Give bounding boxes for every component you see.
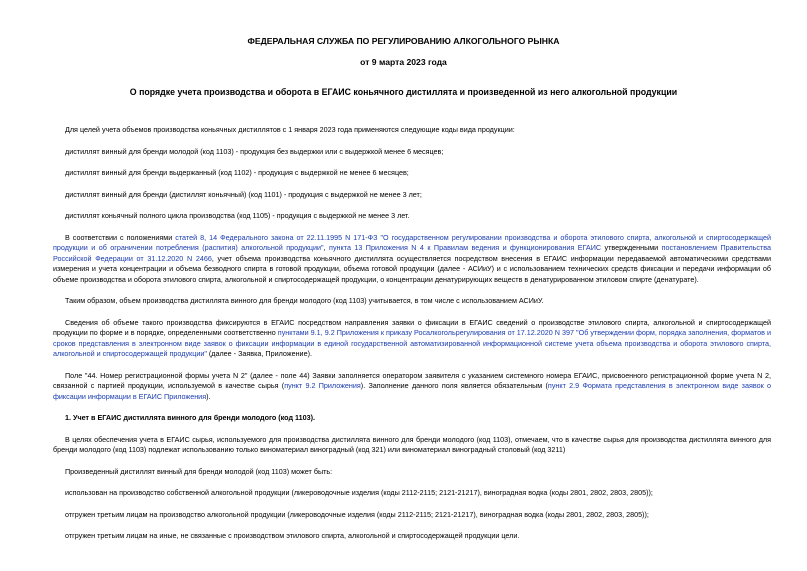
law-paragraph: В соответствии с положениями статей 8, 14 Федерального закона от 22.11.1995 N 171-ФЗ "О государственном регулировании производства и оборота этилового спирта, алкогольной и спиртосодержащей продукции и об ограничении потребления (распития) алкогольной продукции", пункта 13 Приложения N 4 к Правилам ведения и функционирования ЕГАИС утвержденными постановлением Правительства Российской Федерации от 31.12.2020 N 2466, учет объема производства коньячного дистиллята осуществляется посредством внесения в ЕГАИС информации передаваемой автоматическими средствами измерения и учета концентрации и объема безводного спирта в готовой продукции, объема готовой продукции (далее - АСИиУ) и с использованием технических средств фиксации и передачи информации об объеме производства и оборота этилового спирта, алкогольной и спиртосодержащей продукции, о концентрации денатурирующих веществ в денатурированном этиловом спирте (денатурате).: [53, 232, 772, 284]
intro-paragraph: Для целей учета объемов производства коньячных дистиллятов с 1 января 2023 года применяются следующие коды вида продукции:: [65, 125, 515, 134]
agency-name: ФЕДЕРАЛЬНАЯ СЛУЖБА ПО РЕГУЛИРОВАНИЮ АЛКОГОЛЬНОГО РЫНКА: [247, 36, 560, 46]
appendix-9-2-link[interactable]: пункт 9.2 Приложения: [284, 381, 361, 390]
order-397-link[interactable]: пунктами 9.1, 9.2 Приложения к приказу Росалкогольрегулирования от 17.12.2020 N 397 "Об утверждении форм, порядка заполнения, форматов и сроков представления в электронном виде заявок о фиксации информации в единой государственной автоматизированной информационной системе учета объема производства и оборота этилового спирта, алкогольной и спиртосодержащей продукции": [53, 328, 771, 358]
government-decree-link[interactable]: постановлением Правительства Российской Федерации от 31.12.2020 N 2466: [53, 243, 772, 263]
egais-rules-link[interactable]: пункта 13 Приложения N 4 к Правилам ведения и функционирования ЕГАИС: [329, 243, 602, 252]
application-paragraph: Сведения об объеме такого производства фиксируются в ЕГАИС посредством направления заявки о фиксации в ЕГАИС сведений о производстве этилового спирта, алкогольной и спиртосодержащей продукции по форме и в порядке, определенными соответственно пунктами 9.1, 9.2 Приложения к приказу Росалкогольрегулирования от 17.12.2020 N 397 "Об утверждении форм, порядка заполнения, форматов и сроков представления в электронном виде заявок о фиксации информации в единой государственной автоматизированной информационной системе учета объема производства и оборота этилового спирта, алкогольной и спиртосодержащей продукции" (далее - Заявка, Приложение).: [53, 317, 771, 358]
code-item: дистиллят коньячный полного цикла производства (код 1105) - продукция с выдержкой не менее 3 лет.: [65, 211, 410, 220]
document-date: от 9 марта 2023 года: [360, 57, 447, 67]
usage-intro: Произведенный дистиллят винный для бренди молодой (код 1103) может быть:: [65, 466, 333, 476]
document-body: [53, 125, 771, 542]
summary-paragraph: Таким образом, объем производства дистиллята винного для бренди молодого (код 1103) учитывается, в том числе с использованием АСИиУ.: [65, 296, 544, 305]
usage-item: использован на производство собственной алкогольной продукции (ликероводочные изделия (коды 2112-2115; 2121-21217), виноградная водка (коды 2801, 2802, 2803, 2805));: [65, 488, 653, 497]
raw-material-paragraph: В целях обеспечения учета в ЕГАИС сырья, используемого для производства дистиллята винного для бренди молодого (код 1103), отмечаем, что в качестве сырья для производства дистиллята винного для бренди молодого (код 1103) подлежат использованию только виноматериал виноградный (код 321) или виноматериал виноградный столовый (код 3211): [53, 434, 771, 454]
code-item: дистиллят винный для бренди выдержанный (код 1102) - продукция с выдержкой не менее 6 месяцев;: [65, 168, 409, 177]
section-heading: 1. Учет в ЕГАИС дистиллята винного для бренди молодого (код 1103).: [65, 413, 316, 422]
law-171fz-link[interactable]: статей 8, 14 Федерального закона от 22.11.1995 N 171-ФЗ "О государственном регулировании производства и оборота этилового спирта, алкогольной и спиртосодержащей продукции и об ограничении потребления (распития) алкогольной продукции": [53, 232, 771, 252]
document-title: О порядке учета производства и оборота в ЕГАИС коньячного дистиллята и произведенной из него алкогольной продукции: [129, 87, 678, 97]
format-2-9-link[interactable]: пункт 2.9 Формата представления в электронном виде заявок о фиксации информации в ЕГАИС Приложения: [53, 381, 771, 401]
code-item: дистиллят винный для бренди молодой (код 1103) - продукция без выдержки или с выдержкой менее 6 месяцев;: [65, 146, 444, 156]
usage-item: отгружен третьим лицам на производство алкогольной продукции (ликероводочные изделия (коды 2112-2115; 2121-21217), виноградная водка (коды 2801, 2802, 2803, 2805));: [65, 509, 649, 519]
code-item: дистиллят винный для бренди (дистиллят коньячный) (код 1101) - продукция с выдержкой не менее 3 лет;: [65, 189, 422, 199]
field44-paragraph: Поле "44. Номер регистрационной формы учета N 2" (далее - поле 44) Заявки заполняется оператором заявителя с указанием системного номера ЕГАИС, присвоенного регистрационной форме учета N 2, связанной с партией продукции, используемой в качестве сырья (пункт 9.2 Приложения). Заполнение данного поля является обязательным (пункт 2.9 Формата представления в электронном виде заявок о фиксации информации в ЕГАИС Приложения).: [53, 370, 771, 401]
usage-item: отгружен третьим лицам на иные, не связанные с производством этилового спирта, алкогольной и спиртосодержащей продукции цели.: [65, 531, 520, 540]
